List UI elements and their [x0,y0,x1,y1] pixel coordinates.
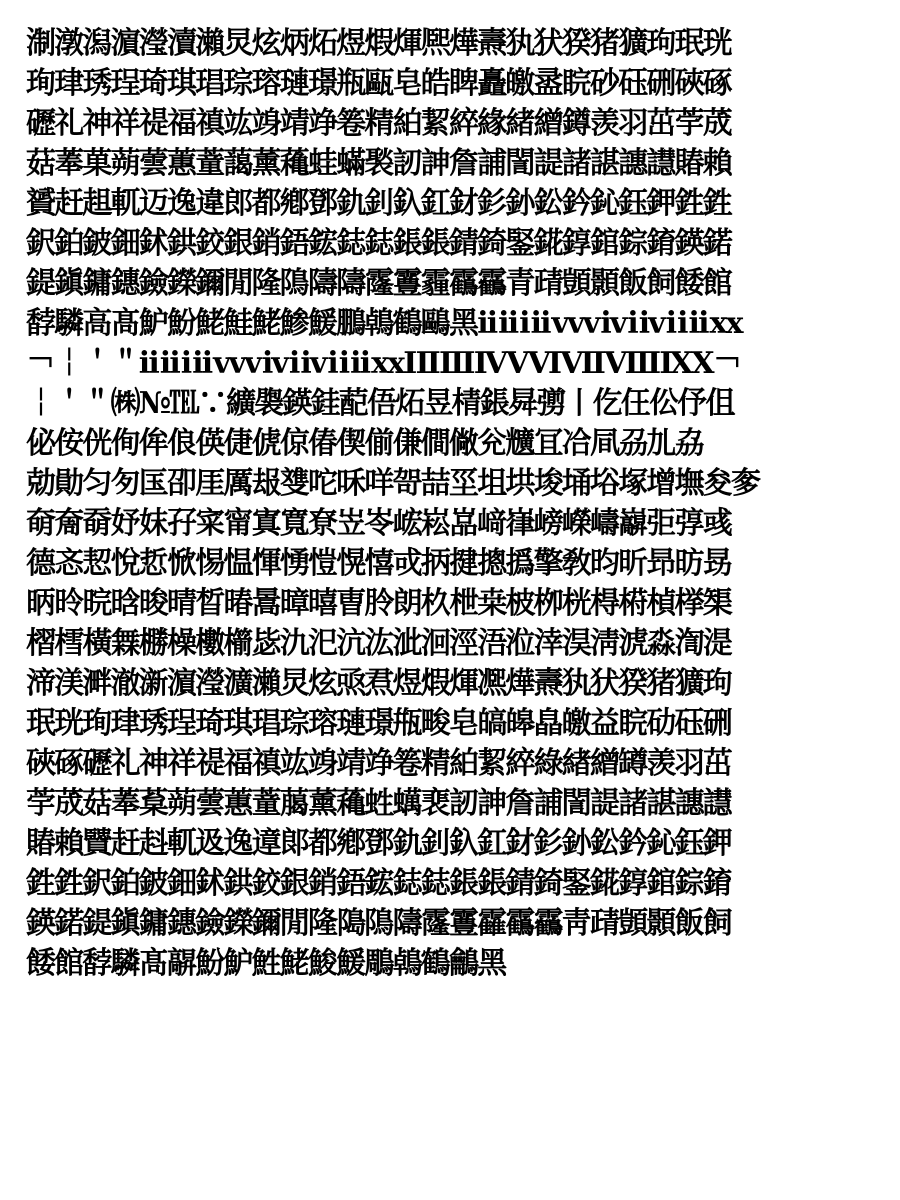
glyph-line-2: 珣珒琇珵琦琪琩琮瑢璉璟瓶甌皂皓睥矗皦盝睆砂砡硎硤硺 [26,66,731,101]
glyph-line-6: 鈬鉑鈹鈿鉥鉷鉸銀銷鋙鋐鋕鋕鋹鋹錆錡鋻錵錞錧錝錥鍈鍩 [26,226,731,261]
glyph-line-8: 馞驎高髙魲魵鮱鮭鮱鯵鰀鵬鵫鶴鷗黑ⅰⅱⅲⅳⅴⅵⅶⅷⅸⅹ [26,306,742,341]
glyph-line-9: ￢￤＇＂ⅰⅱⅲⅳⅴⅵⅶⅷⅸⅹⅠⅡⅢⅣⅤⅥⅦⅧⅨⅩ￢ [26,346,741,381]
glyph-line-12: 勀勛匀匇匤卲厓厲叝﨎咜咊咩哿喆坙坥垬埈埇﨏塚增墲夋奓 [26,466,760,501]
glyph-line-13: 奛奝奣妤妺孖寀甯寘寬尞岦岺峵崧嵓﨑嵂嵭嶸嶹巐弡弴彧 [26,506,731,541]
glyph-line-3: 礰礼神祥禔福禛竑竧靖竫箞精絈絜綷緣緒繒鐏羡羽茁荢荿 [26,106,731,141]
glyph-line-19: 硤硺礰礼神祥禔福禛竑竧靖竫箞精絈絜綷綠緖繒罇羡羽茁 [26,746,731,781]
glyph-line-11: 佖侒侊侚侔俍偀倢俿倞偆偰偂傔僴僘兊兤冝冾凬刕劜劦 [26,426,703,461]
glyph-line-5: 贇赶趄軏迈逸違郎都鄕鄧釚釗釞釭釮釤釥鈆鈐鈊鈺鉀鉎鉎 [26,186,731,221]
glyph-line-1: 淛潡潟濵瀅瀆瀨炅炫炳炻煜煆煇熈燁燾犱犾猤猪獷玽珉珖 [26,26,731,61]
glyph-line-17: 渧渼溿澈澵濵瀅瀇瀨炅炫焏焄煜煆煇凞燁燾犱犾猤猪獷玽 [26,666,731,701]
glyph-line-4: 菇菶菓蒴蕓蕙蕫藹薰蘒蛙蟎褧訒訷詹誧誾諟諸諶譓譿賰賴 [26,146,731,181]
glyph-line-16: 槢樰橫橆橳橾櫢櫤毖氿汜沆汯泚洄涇浯涖涬淏淸淲淼渹湜 [26,626,731,661]
glyph-line-20: 荢荿菇菶葈蒴蕓蕙蕫﨟薰蘒﨡蠇裵訒訷詹誧誾諟諸諶譓譿 [26,786,731,821]
glyph-line-7: 鍉鎭鏞鏸鐱鑅鑈閒隆隝隯隯霳霻霾靍靏青靕顗顥飯飼餧館 [26,266,731,301]
glyph-line-24: 餧館馞驎髙髜魵魲鮏鮱鮻鰀鵰鵫鶴鸙黑 [26,946,506,981]
glyph-sheet [26,24,878,984]
glyph-line-23: 鍈鍩鍉鎭鏞鏸鐱鑅鑈閒隆﨩隝隯霳霻靃靍靏靑靕顗顥飯飼 [26,906,731,941]
glyph-line-15: 昞昤晥晗晙晴晳暙暠暲暿曺朎朗杦枻桒柀栁桄棏﨓楨﨔榘 [26,586,731,621]
glyph-line-21: 賰賴贒赶﨣軏﨤逸遧郞都鄕鄧釚釗釞釭釮釤釥鈆鈐鈊鈺鉀 [26,826,731,861]
glyph-line-14: 德忞恝悅悊惞惕愠惲愑愷愰憘戓抦揵摠撝擎敎昀昕昻昉昮 [26,546,731,581]
glyph-line-18: 珉珖珣珒琇珵琦琪琩琮瑢璉璟甁畯皂皜皞皛皦益睆劯砡硎 [26,706,731,741]
glyph-line-22: 鉎鉎鈬鉑鈹鈿鉥鉷鉸銀銷鋙鋐鋕鋕鋹鋹錆錡鋻錵錞錧錝錥 [26,866,731,901]
glyph-line-10: ￤＇＂㈱№℡∵纊褜鍈銈蓜俉炻昱棈鋹曻彅丨仡仼伀伃伹 [26,386,734,421]
